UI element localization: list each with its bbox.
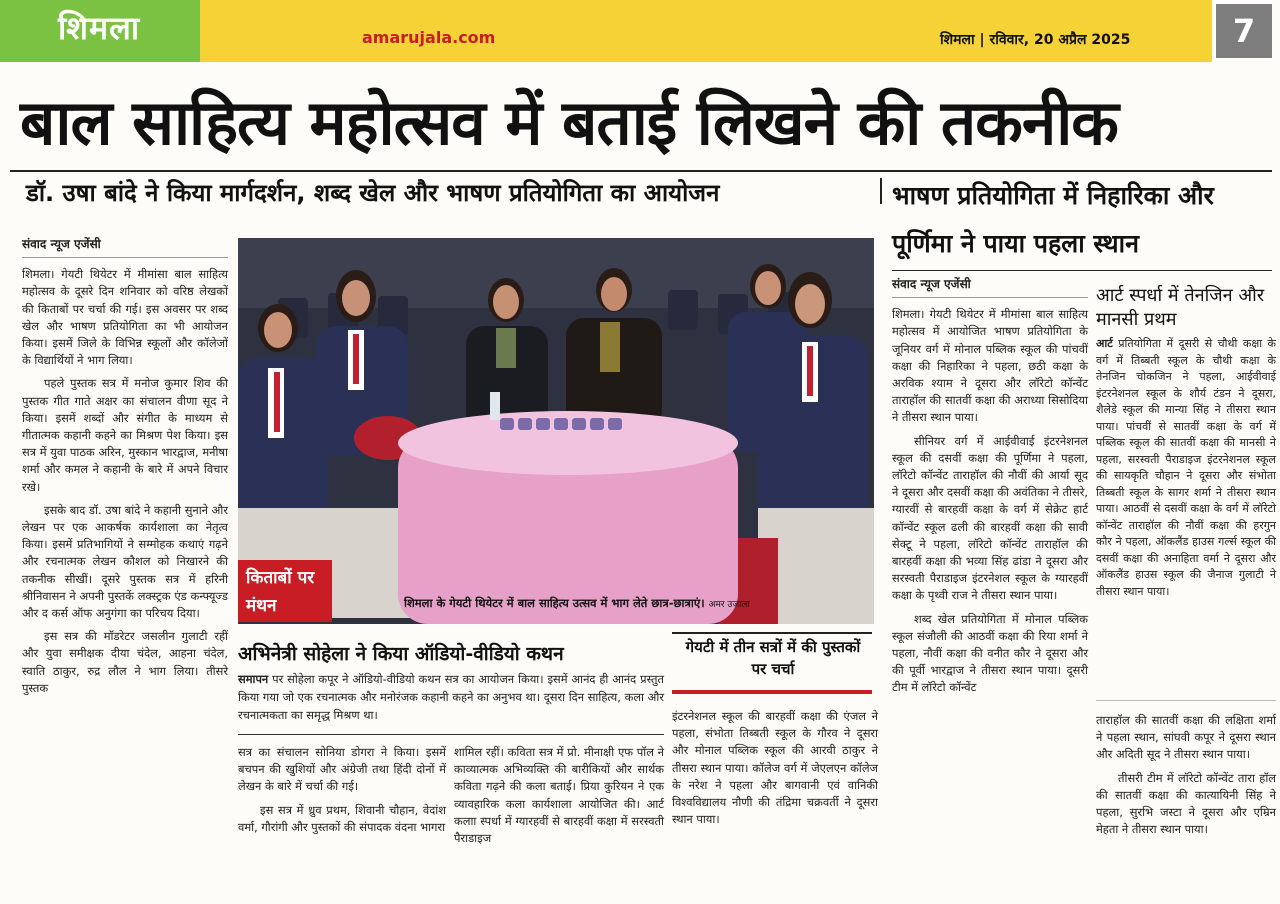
side-story-column: [892, 276, 1088, 697]
art-story-headline: आर्ट स्पर्धा में तेनजिन और मानसी प्रथम: [1096, 285, 1265, 330]
side-paragraph-1: शिमला। गेयटी थियेटर में मीमांसा बाल साहित्य महोत्सव में आयोजित भाषण प्रतियोगिता के जूनियर वर्ग में मोनाल पब्लिक स्कूल की पांचवीं कक्षा की निहारिका ने पहला, छठी कक्षा के अरविक श्याम ने दूसरा और लॉरेटो कॉन्वेंट ताराहॉल की सातवीं कक्षा की अराध्या सिसोदिया ने तीसरा स्थान पाया।: [892, 307, 1088, 425]
city-name: शिमला: [58, 9, 141, 47]
box1-lead: समापन: [238, 672, 269, 686]
box1-rule: [238, 734, 664, 735]
box1-title: अभिनेत्री सोहेला ने किया ऑडियो-वीडियो कथन: [238, 643, 564, 665]
art-bottom-paragraph-2: तीसरी टीम में लॉरेटो कॉन्वेंट तारा हॉल की सातवीं कक्षा की कात्यायिनी सिंह ने पहला, सुरभि जस्टा ने दूसरा और एम्रिन मेहता ने तीसरा स्थान पाया।: [1096, 770, 1276, 837]
photo-caption: [404, 596, 750, 611]
main-headline: बाल साहित्य महोत्सव में बताई लिखने की तकनीक: [20, 86, 1118, 159]
edition-date: शिमला | रविवार, 20 अप्रैल 2025: [940, 32, 1131, 48]
byline: संवाद न्यूज एजेंसी: [22, 237, 101, 251]
main-paragraph-2: पहले पुस्तक सत्र में मनोज कुमार शिव की पुस्तक गीत गाते अक्षर का संचालन वीणा सूद ने किया। इसमें शब्दों और संगीत के माध्यम से गीतात्मक कहानी कहने का मिश्रण पेश किया। इस सत्र में युवा पाठक अरिन, मुस्कान भारद्वाज, मनीषा शर्मा और कमल ने कहानी के बारे में अपने विचार रखे।: [22, 376, 228, 494]
art-rule: [1096, 700, 1276, 701]
sub-headline: डॉ. उषा बांदे ने किया मार्गदर्शन, शब्द खेल और भाषण प्रतियोगिता का आयोजन: [26, 179, 720, 207]
side-byline: संवाद न्यूज एजेंसी: [892, 277, 971, 291]
col4-paragraph-1: इंटरनेशनल स्कूल की बारहवीं कक्षा की एंजल ने पहला, संभोता तिब्बती स्कूल के गौरव ने दूसरा और मोनाल पब्लिक स्कूल की आरवी ठाकुर ने तीसरा स्थान पाया। कॉलेज वर्ग में जेएलएन कॉलेज के नरेश ने पहला और बागवानी एवं वानिकी विश्वविद्यालय नौणी की तंद्रिमा चक्रवर्ती ने दूसरा स्थान पाया।: [672, 709, 878, 827]
box1-body: [238, 670, 664, 724]
main-story-col2: [238, 744, 446, 836]
photo-tag: किताबों पर मंथन: [238, 560, 332, 622]
main-paragraph-3: इसके बाद डॉ. उषा बांदे ने कहानी सुनाने और लेखन पर एक आकर्षक कार्यशाला का नेतृत्व किया। इसमें प्रतिभागियों ने सम्मोहक कथाएं गढ़ने और रचनात्मक लेखन कौशल को निखारने की तकनीक सीखीं। दूसरे पुस्तक सत्र में हरिनी श्रीनिवासन ने अपनी पुस्तकें लक्स्ट्रक एंड कन्फ्यूज्ड और द कर्स ऑफ अनुगंगा का परिचय दिया।: [22, 502, 228, 621]
side-paragraph-2: सीनियर वर्ग में आईवीवाई इंटरनेशनल स्कूल की दसवीं कक्षा की पूर्णिमा ने पहला, लॉरेटो कॉन्वेंट ताराहॉल की नौवीं की आर्या सूद ने दूसरा और दसवीं कक्षा की अवंतिका ने तीसरे, ग्यारवीं से बारहवीं कक्षा के वर्ग में सेक्रेट हार्ट कॉन्वेंट स्कूल ढली की बारहवीं कक्षा की सावी सेक्टू ने पहला, लॉरेटो कॉन्वेंट ताराहॉल की बारहवीं कक्षा की भव्या सिंह ढांडा ने दूसरा और सरस्वती पैराडाइज इंटरनेशल स्कूल के ग्यारहवीं कक्षा के पृथ्वी राज ने तीसरा स्थान पाया।: [892, 433, 1088, 603]
box1-text: पर सोहेला कपूर ने ऑडियो-वीडियो कथन सत्र का आयोजन किया। इसमें आनंद ही आनंद प्रस्तुत किया गया जो एक रचनात्मक और मनोरंजक कहानी कहने का अनुभव था। दूसरा दिन साहित्य, कला और रचनात्मकता का समृद्ध मिश्रण था।: [238, 672, 664, 722]
main-paragraph-4: इस सत्र की मॉडरेटर जसलीन गुलाटी रहीं और युवा समीक्षक दीया चंदेल, आहना चंदेल, स्वाति ठाकुर, रुद्र लौल ने भाग लिया। तीसरे पुस्तक: [22, 629, 228, 695]
page-number: 7: [1216, 4, 1272, 58]
art-story-body: [1096, 336, 1276, 600]
side-paragraph-3: शब्द खेल प्रतियोगिता में मोनाल पब्लिक स्कूल संजौली की आठवीं कक्षा की रिया शर्मा ने पहला, नौवीं कक्षा की वनीत कौर ने दूसरा और की पूर्वी भारद्वाज ने तीसरा स्थान पाया। दूसरी टीम में लॉरेटो कॉन्वेंट: [892, 611, 1088, 695]
photo-caption-text: शिमला के गेयटी थियेटर में बाल साहित्य उत्सव में भाग लेते छात्र-छात्राएं।: [404, 596, 705, 610]
col2-paragraph-1: सत्र का संचालन सोनिया डोगरा ने किया। इसमें बचपन की खुशियों और अंग्रेजी तथा हिंदी दोनों में लेखन के बारे में चर्चा की गई।: [238, 745, 446, 794]
side-story-headline: भाषण प्रतियोगिता में निहारिका और पूर्णिमा ने पाया पहला स्थान: [892, 181, 1214, 258]
box2-title: गेयटी में तीन सत्रों में की पुस्तकों पर चर्चा: [685, 638, 861, 678]
col3-paragraph-1: शामिल रहीं। कविता सत्र में प्रो. मीनाक्षी एफ पॉल ने काव्यात्मक अभिव्यक्ति की बारीकियों और सार्थक कविता गढ़ने की कला बताई। प्रिया कुरियन ने एक व्यावहारिक कला कार्यशाला आयोजित की। आर्ट कलाा स्पर्धा में ग्यारहवीं से बारहवीं कक्षा में सरस्वती पैराडाइज: [454, 745, 664, 846]
brand-link[interactable]: amarujala.com: [362, 28, 496, 47]
photo-illustration: [238, 238, 874, 624]
box2-accent-bar: [672, 690, 872, 694]
event-photo: [238, 238, 874, 624]
side-byline-rule: [892, 297, 1088, 298]
byline-rule: [22, 257, 228, 258]
section-city-label: [0, 0, 200, 62]
main-story-col3: [454, 744, 664, 847]
art-bottom-paragraph-1: ताराहॉल की सातवीं कक्षा की लक्षिता शर्मा ने पहला स्थान, सांघवी कपूर ने दूसरा स्थान और अदिती सूद ने तीसरा स्थान पाया।: [1096, 713, 1276, 762]
art-bottom-column: [1096, 712, 1276, 838]
side-headline-rule: [892, 270, 1272, 271]
col2-paragraph-2: इस सत्र में ध्रुव प्रथम, शिवानी चौहान, वेदांश वर्मा, गौरांगी और पुस्तकों की संपादक वंदना भागरा: [238, 802, 446, 834]
main-story-column: [22, 236, 228, 697]
art-lead: आर्ट: [1096, 337, 1113, 350]
photo-credit: अमर उजाला: [708, 600, 750, 610]
main-story-col4: [672, 708, 878, 828]
main-paragraph-1: शिमला। गेयटी थियेटर में मीमांसा बाल साहित्य महोत्सव के दूसरे दिन शनिवार को वरिष्ठ लेखकों की किताबों पर चर्चा की गई। इस अवसर पर शब्द खेल और भाषण प्रतियोगिता का भी आयोजन किया। इसमें जिले के विभिन्न स्कूलों और कॉलेजों के विद्यार्थियों ने भाग लिया।: [22, 267, 228, 368]
art-text: प्रतियोगिता में दूसरी से चौथी कक्षा के वर्ग में तिब्बती स्कूल के चौथी कक्षा के तेनजिन चोकजिन ने पहला, आईवीवाई इंटरनेशनल स्कूल के शौर्य टंडन ने दूसरा, शैलेडे स्कूल की मान्या सिंह ने तीसरा स्थान पाया। पांचवीं से सातवीं कक्षा के वर्ग में पब्लिक स्कूल की सातवीं कक्षा की मानसी ने पहला, सरस्वती पैराडाइज इंटरनेशनल स्कूल की सायकृति चौहान ने दूसरा और संभोता तिब्बती स्कूल के सागर शर्मा ने तीसरा स्थान पाया। आठवीं से दसवीं कक्षा के वर्ग में लॉरेटो कॉन्वेंट ताराहॉल की नौवीं कक्षा की हरगुन कौर ने पहला, ऑकलैंड हाउस गर्ल्स स्कूल की दसवीं कक्षा की अनाहिता वर्मा ने दूसरा और ऑकलैंड हाउस स्कूल की जैनाज गुलाटी ने तीसरा स्थान पाया।: [1096, 337, 1276, 598]
column-divider: [880, 178, 882, 204]
